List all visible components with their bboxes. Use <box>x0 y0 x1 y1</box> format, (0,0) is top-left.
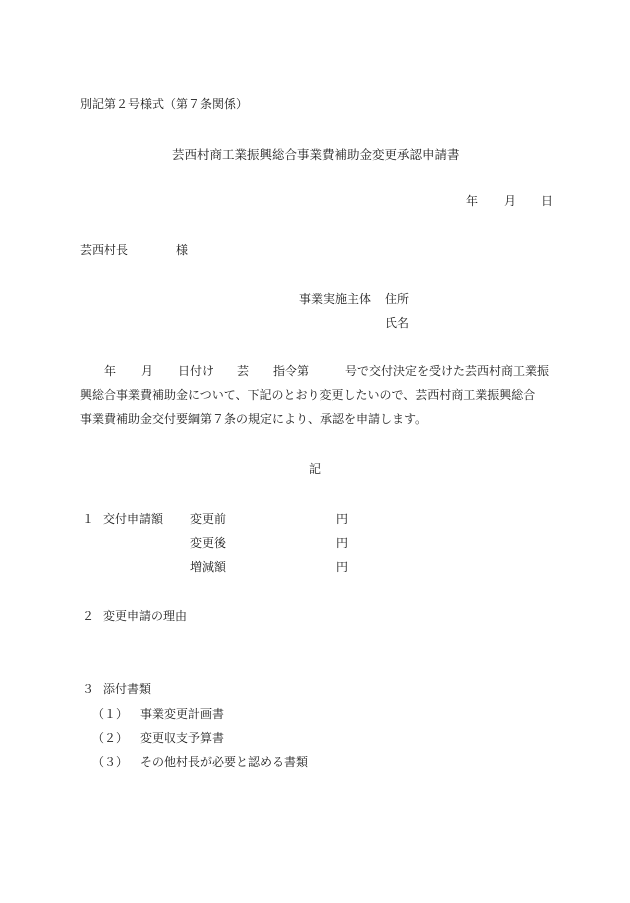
attachment-label: その他村長が必要と認める書類 <box>140 755 309 769</box>
body-line3: 事業費補助金交付要綱第７条の規定により、承認を申請します。 <box>80 412 428 426</box>
attachment-label: 事業変更計画書 <box>140 707 225 721</box>
attachment-label: 変更収支予算書 <box>140 731 225 745</box>
section-1-label: 交付申請額 <box>103 512 164 526</box>
date-month: 月 <box>504 194 517 208</box>
body-line1-rest: 号で交付決定を受けた芸西村商工業振 <box>345 364 550 378</box>
section-2-number: ２ <box>82 609 95 623</box>
amount-row-label: 増減額 <box>190 560 227 574</box>
addressee-name: 芸西村長 <box>80 243 129 257</box>
ki-heading: 記 <box>309 462 322 476</box>
attachment-number: （１） <box>92 707 129 721</box>
amount-row-unit: 円 <box>336 512 349 526</box>
applicant-address-label: 住所 <box>385 292 410 306</box>
amount-row-label: 変更後 <box>190 536 227 550</box>
body-directive: 指令第 <box>273 364 310 378</box>
applicant-name-label: 氏名 <box>385 316 410 330</box>
amount-row-unit: 円 <box>336 536 349 550</box>
attachment-number: （３） <box>92 755 129 769</box>
date-day: 日 <box>541 194 554 208</box>
form-label: 別記第２号様式（第７条関係） <box>80 97 249 111</box>
section-3-label: 添付書類 <box>103 682 152 696</box>
date-year: 年 <box>466 194 479 208</box>
applicant-label: 事業実施主体 <box>299 292 372 306</box>
body-year: 年 <box>104 364 117 378</box>
section-1-number: １ <box>82 512 95 526</box>
addressee-honorific: 様 <box>176 243 189 257</box>
amount-row-label: 変更前 <box>190 512 227 526</box>
document-title: 芸西村商工業振興総合事業費補助金変更承認申請書 <box>172 147 460 162</box>
section-2-label: 変更申請の理由 <box>103 609 188 623</box>
body-dated: 日付け <box>178 364 215 378</box>
body-line2: 興総合事業費補助金について、下記のとおり変更したいので、芸西村商工業振興総合 <box>80 388 536 402</box>
amount-row-unit: 円 <box>336 560 349 574</box>
body-gei: 芸 <box>237 364 250 378</box>
attachment-number: （２） <box>92 731 129 745</box>
section-3-number: ３ <box>82 682 95 696</box>
body-month: 月 <box>141 364 154 378</box>
